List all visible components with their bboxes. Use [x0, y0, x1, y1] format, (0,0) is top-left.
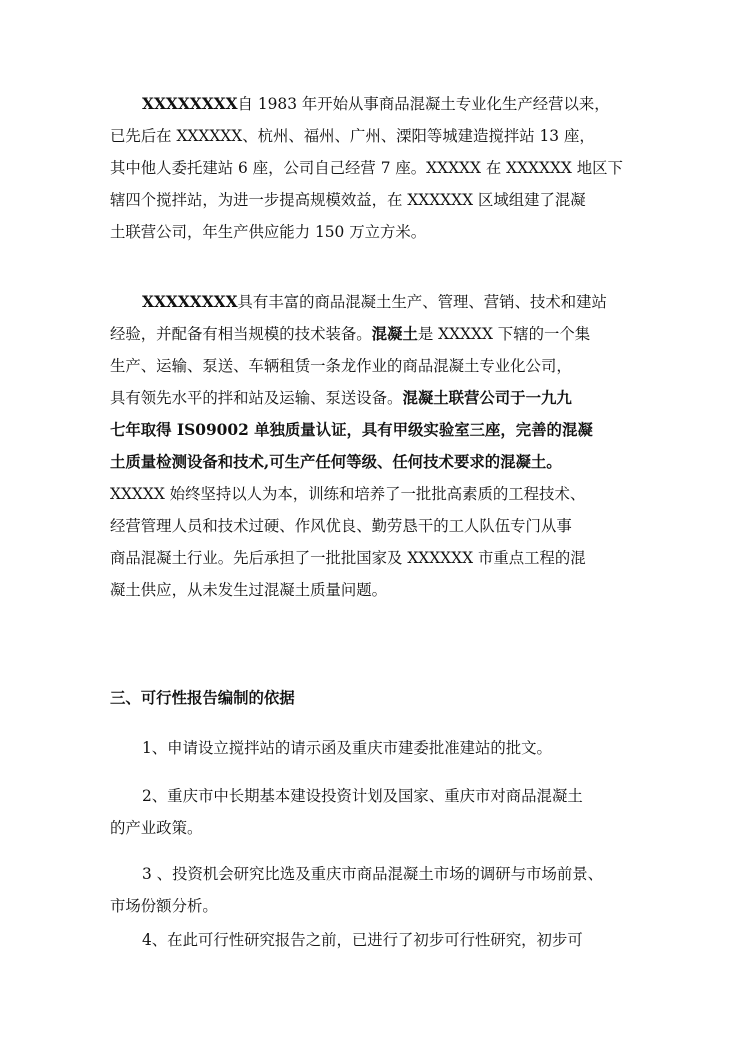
text-line-bold: 土质量检测设备和技术,可生产任何等级、任何技术要求的混凝土。: [110, 453, 562, 471]
text-line: 辖四个搅拌站，为进一步提高规模效益，在 XXXXXX 区域组建了混凝: [110, 191, 586, 209]
text-line: 经验，并配备有相当规模的技术装备。混凝土是 XXXXX 下辖的一个集: [110, 325, 591, 343]
basis-item-2: [110, 780, 638, 844]
text-line: 已先后在 XXXXXX、杭州、福州、广州、溧阳等城建造搅拌站 13 座，: [110, 127, 595, 145]
text-line: 凝土供应，从未发生过混凝土质量问题。: [110, 581, 388, 599]
basis-item-4: [110, 924, 638, 956]
text-line: XXXXXXXX自 1983 年开始从事商品混凝土专业化生产经营以来，: [142, 95, 610, 113]
text-line: 生产、运输、泵送、车辆租赁一条龙作业的商品混凝土专业化公司，: [110, 357, 572, 375]
text-line: 市场份额分析。: [110, 897, 218, 915]
paragraph-company-capability: [110, 286, 638, 606]
basis-item-3: [110, 858, 638, 922]
text-line-bold: 七年取得 IS09002 单独质量认证，具有甲级实验室三座，完善的混凝: [110, 421, 593, 439]
text-line: XXXXXXXX具有丰富的商品混凝土生产、管理、营销、技术和建站: [142, 293, 607, 311]
text-line: 土联营公司，年生产供应能力 150 万立方米。: [110, 223, 427, 241]
basis-item-1: [110, 732, 638, 764]
company-name: XXXXXXXX: [142, 293, 238, 311]
text-line: 3 、投资机会研究比选及重庆市商品混凝土市场的调研与市场前景、: [142, 865, 604, 883]
text-line: 4、在此可行性研究报告之前，已进行了初步可行性研究，初步可: [142, 931, 583, 949]
paragraph-company-history: [110, 88, 638, 248]
section-heading: 三、可行性报告编制的依据: [110, 689, 295, 707]
text-line: 具有领先水平的拌和站及运输、泵送设备。混凝土联营公司于一九九: [110, 389, 572, 407]
text-line: 的产业政策。: [110, 819, 203, 837]
text-line: XXXXX 始终坚持以人为本，训练和培养了一批批高素质的工程技术、: [110, 485, 586, 503]
text-line: 2、重庆市中长期基本建设投资计划及国家、重庆市对商品混凝土: [142, 787, 583, 805]
text-line: 经营管理人员和技术过硬、作风优良、勤劳恳干的工人队伍专门从事: [110, 517, 572, 535]
text-line: 商品混凝土行业。先后承担了一批批国家及 XXXXXX 市重点工程的混: [110, 549, 586, 567]
text-line: 1、申请设立搅拌站的请示函及重庆市建委批准建站的批文。: [142, 739, 552, 757]
company-name: XXXXXXXX: [142, 95, 238, 113]
text-line: 其中他人委托建站 6 座，公司自己经营 7 座。XXXXX 在 XXXXXX 地区下: [110, 159, 623, 177]
